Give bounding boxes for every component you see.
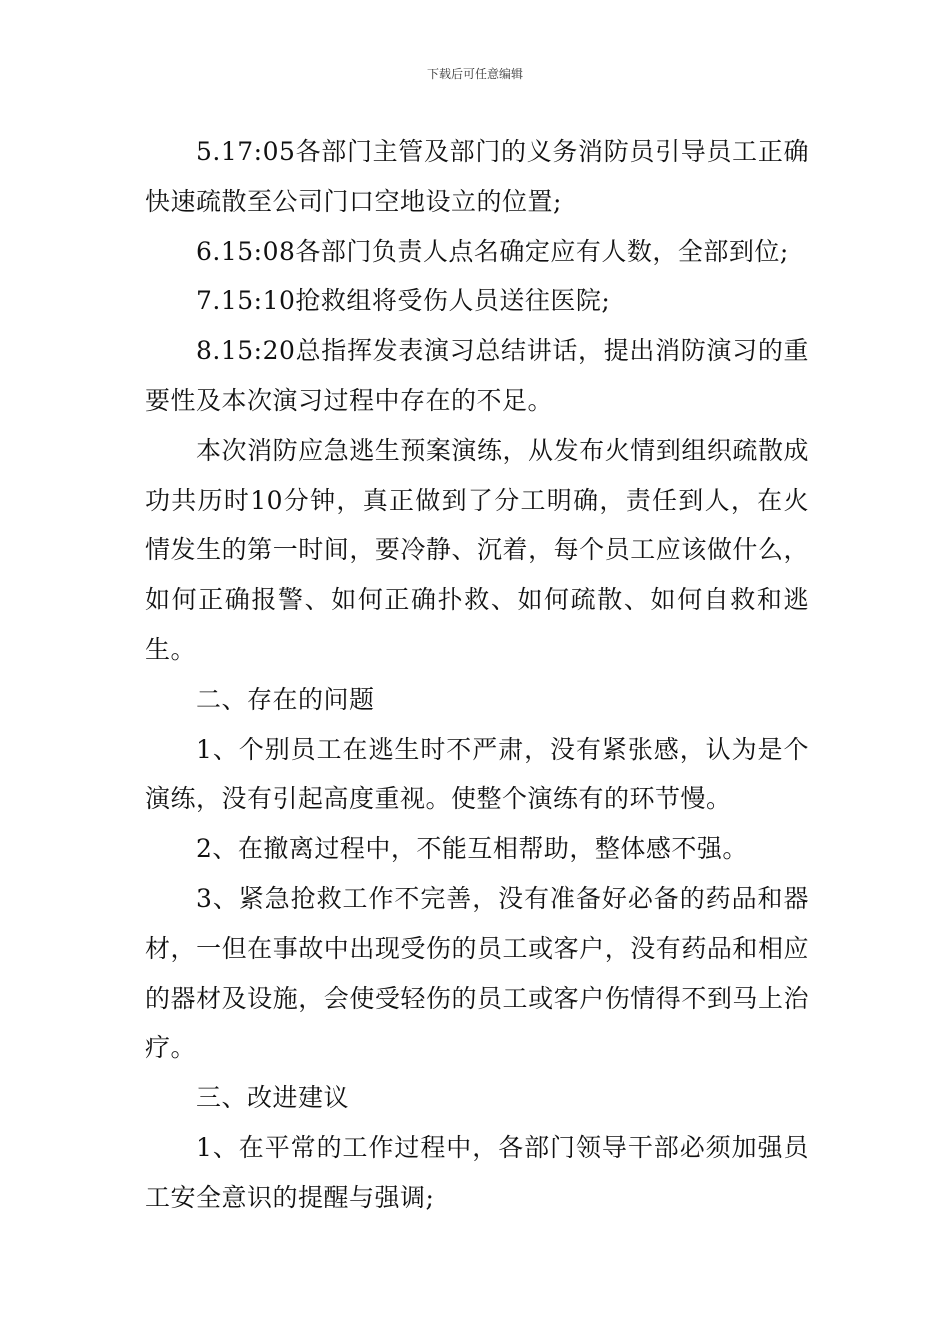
paragraph-step-6: 6.15:08各部门负责人点名确定应有人数，全部到位;	[196, 236, 789, 266]
paragraph-step-5: 5.17:05各部门主管及部门的义务消防员引导员工正确快速疏散至公司门口空地设立的位置;	[145, 137, 809, 216]
page-header-note: 下载后可任意编辑	[426, 67, 523, 81]
paragraph-problem-1: 1、个别员工在逃生时不严肃，没有紧张感，认为是个演练，没有引起高度重视。使整个演练有的环节慢。	[145, 734, 809, 814]
section-heading-problems: 二、存在的问题	[196, 684, 375, 714]
paragraph-problem-3: 3、紧急抢救工作不完善，没有准备好必备的药品和器材，一但在事故中出现受伤的员工或客户，没有药品和相应的器材及设施，会使受轻伤的员工或客户伤情得不到马上治疗。	[145, 883, 809, 1063]
paragraph-step-7: 7.15:10抢救组将受伤人员送往医院;	[196, 286, 611, 316]
section-heading-suggestions: 三、改进建议	[196, 1083, 350, 1113]
paragraph-step-8: 8.15:20总指挥发表演习总结讲话，提出消防演习的重要性及本次演习过程中存在的不足。	[145, 336, 809, 415]
document-body	[145, 127, 809, 1223]
paragraph-suggestion-1: 1、在平常的工作过程中，各部门领导干部必须加强员工安全意识的提醒与强调;	[145, 1132, 809, 1212]
paragraph-problem-2: 2、在撤离过程中，不能互相帮助，整体感不强。	[196, 834, 748, 864]
paragraph-summary: 本次消防应急逃生预案演练，从发布火情到组织疏散成功共历时10分钟，真正做到了分工明确，责任到人，在火情发生的第一时间，要冷静、沉着，每个员工应该做什么，如何正确报警、如何正确扑救、如何疏散、如何自救和逃生。	[145, 435, 809, 664]
